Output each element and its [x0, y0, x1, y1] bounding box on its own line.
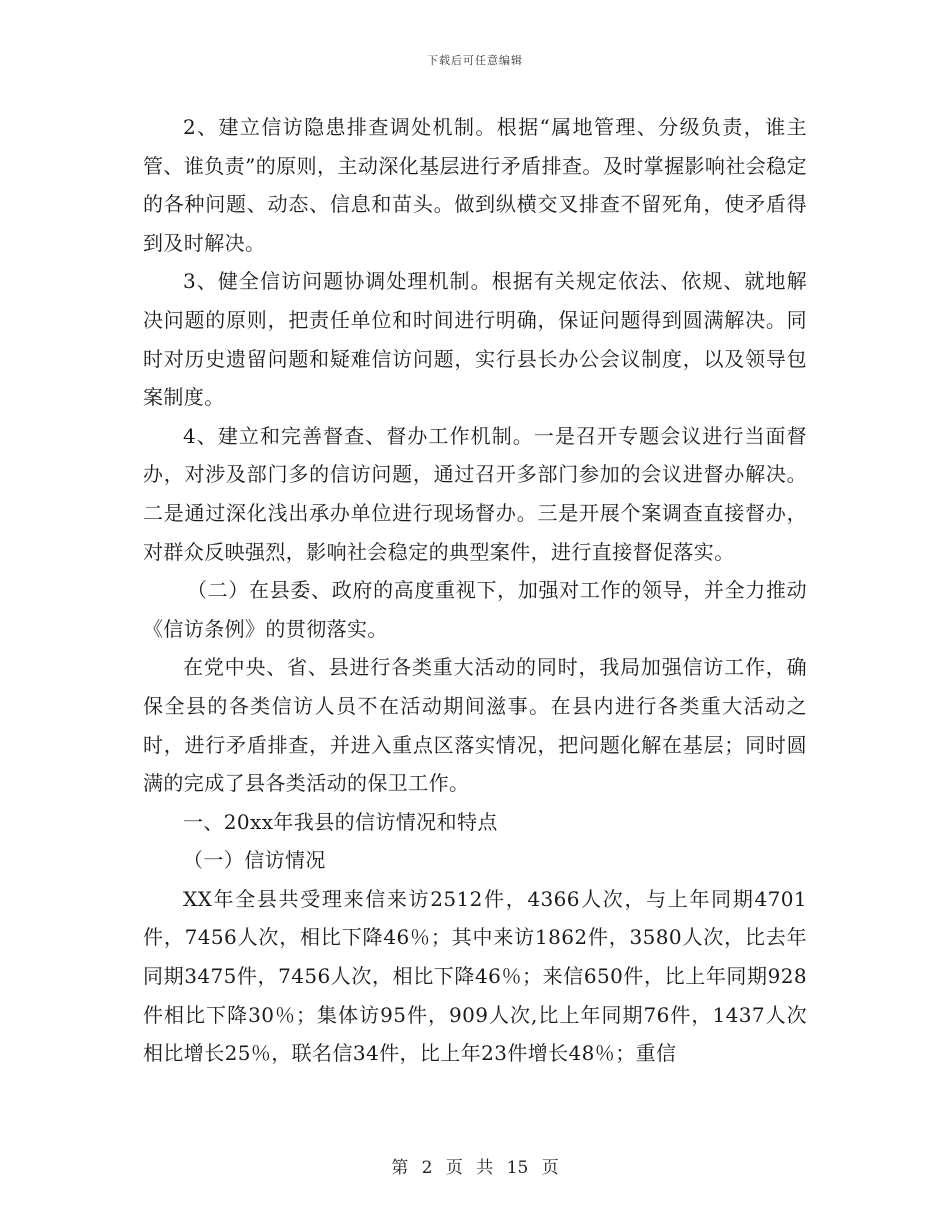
paragraph-statistics: XX年全县共受理来信来访2512件，4366人次，与上年同期4701件，7456人次，相比下降46％；其中来访1862件，3580人次，比去年同期3475件，7456人次，相比下降46％；来信650件，比上年同期928件相比下降30％；集体访95件，909人次,比上年同期76件，1437人次相比增长25％，联名信34件，比上年23件增长48％；重信	[143, 886, 807, 1066]
section-heading-two: （二）在县委、政府的高度重视下，加强对工作的领导，并全力推动《信访条例》的贯彻落实。	[143, 578, 807, 641]
paragraph-item-3: 3、健全信访问题协调处理机制。根据有关规定依法、依规、就地解决问题的原则，把责任单位和时间进行明确，保证问题得到圆满解决。同时对历史遗留问题和疑难信访问题，实行县长办公会议制度，以及领导包案制度。	[143, 269, 807, 410]
subsection-heading-situation: （一）信访情况	[183, 848, 326, 873]
document-body	[143, 108, 807, 1073]
page-number-footer: 第 2 页 共 15 页	[391, 1158, 559, 1178]
section-heading-one: 一、20xx年我县的信访情况和特点	[183, 809, 498, 834]
paragraph-item-2: 2、建立信访隐患排查调处机制。根据“属地管理、分级负责，谁主管、谁负责”的原则，主动深化基层进行矛盾排查。及时掌握影响社会稳定的各种问题、动态、信息和苗头。做到纵横交叉排查不留死角，使矛盾得到及时解决。	[143, 115, 807, 255]
paragraph-activities: 在党中央、省、县进行各类重大活动的同时，我局加强信访工作，确保全县的各类信访人员不在活动期间滋事。在县内进行各类重大活动之时，进行矛盾排查，并进入重点区落实情况，把问题化解在基层；同时圆满的完成了县各类活动的保卫工作。	[143, 655, 807, 796]
page-header-note: 下载后可任意编辑	[427, 54, 523, 67]
paragraph-item-4: 4、建立和完善督查、督办工作机制。一是召开专题会议进行当面督办，对涉及部门多的信访问题，通过召开多部门参加的会议进督办解决。二是通过深化浅出承办单位进行现场督办。三是开展个案调查直接督办，对群众反映强烈，影响社会稳定的典型案件，进行直接督促落实。	[143, 423, 807, 564]
